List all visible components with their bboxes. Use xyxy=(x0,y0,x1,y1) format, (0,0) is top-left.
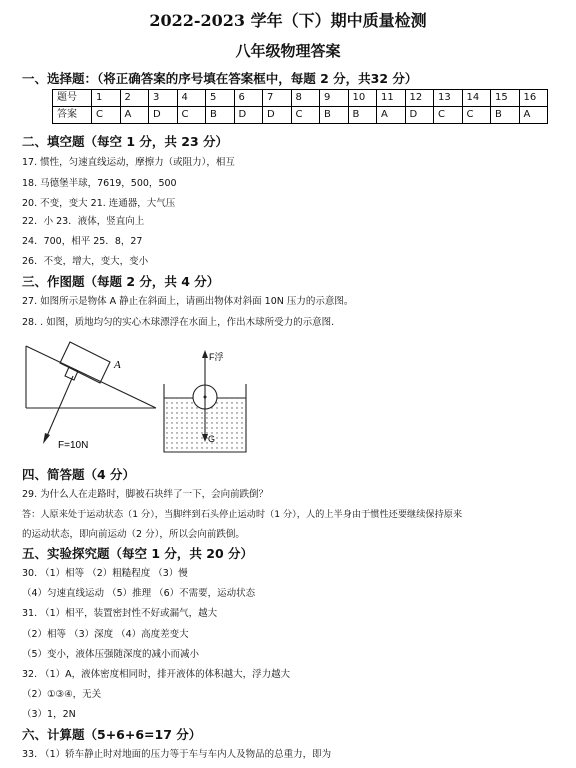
table-cell: C xyxy=(434,107,463,124)
table-cell: D xyxy=(263,107,292,124)
table-cell: 2 xyxy=(120,90,149,107)
table-cell: 16 xyxy=(519,90,548,107)
answer-line: 32. （1）A，液体密度相同时，排开液体的体积越大，浮力越大 xyxy=(22,669,291,680)
table-cell: D xyxy=(405,107,434,124)
answer-line: （2）①③④，无关 xyxy=(22,689,102,700)
section-heading-fill: 二、填空题（每空 1 分，共 23 分） xyxy=(22,134,229,149)
page-subtitle: 八年级物理答案 xyxy=(235,42,341,60)
table-cell: C xyxy=(291,107,320,124)
answer-line: 31. （1）相平，装置密封性不好或漏气，越大 xyxy=(22,608,218,619)
table-cell: C xyxy=(462,107,491,124)
table-cell: B xyxy=(491,107,520,124)
table-row-numbers xyxy=(53,90,548,107)
answer-line: 26．不变，增大，变大，变小 xyxy=(22,256,149,267)
answer-line: 答：人原来处于运动状态（1 分），当脚绊到石头停止运动时（1 分），人的上半身由于惯性还要继续保持原来 xyxy=(22,509,463,520)
question-text: 33. （1）轿车静止时对地面的压力等于车与车内人及物品的总重力，即为 xyxy=(22,749,332,760)
question-text: 28. . 如图，质地均匀的实心木球漂浮在水面上，作出木球所受力的示意图. xyxy=(22,317,335,328)
answer-line: 20. 不变，变大 21. 连通器，大气压 xyxy=(22,198,176,209)
table-cell: A xyxy=(120,107,149,124)
table-cell: C xyxy=(92,107,121,124)
section-heading-short-answer: 四、简答题（4 分） xyxy=(22,467,136,482)
table-cell: 6 xyxy=(234,90,263,107)
section-heading-drawing: 三、作图题（每题 2 分，共 4 分） xyxy=(22,274,220,289)
table-cell: 5 xyxy=(206,90,235,107)
table-cell: 14 xyxy=(462,90,491,107)
answer-line: 18. 马德堡半球，7619，500，500 xyxy=(22,178,177,189)
table-cell: 9 xyxy=(320,90,349,107)
section-heading-choice: 一、选择题：（将正确答案的序号填在答案框中，每题 2 分，共32 分） xyxy=(22,71,418,86)
table-cell: C xyxy=(177,107,206,124)
page-title: 2022-2023 学年（下）期中质量检测 xyxy=(149,11,427,30)
answer-table xyxy=(52,89,548,124)
table-cell: 12 xyxy=(405,90,434,107)
table-cell: 15 xyxy=(491,90,520,107)
table-header-cell: 答案 xyxy=(53,107,92,124)
table-cell: B xyxy=(348,107,377,124)
label-force: F=10N xyxy=(58,440,89,451)
answer-line: （2）相等 （3）深度 （4）高度差变大 xyxy=(22,629,189,640)
answer-line: 的运动状态，即向前运动（2 分），所以会向前跌倒。 xyxy=(22,529,245,540)
answer-line: 17. 惯性，匀速直线运动，摩擦力（或阻力），相互 xyxy=(22,157,235,168)
table-cell: 4 xyxy=(177,90,206,107)
table-cell: 10 xyxy=(348,90,377,107)
incline-diagram xyxy=(24,338,164,456)
label-buoyancy: F浮 xyxy=(209,352,224,362)
answer-line: （5）变小，液体压强随深度的减小而减小 xyxy=(22,649,200,660)
table-cell: 8 xyxy=(291,90,320,107)
table-cell: B xyxy=(320,107,349,124)
table-cell: A xyxy=(377,107,406,124)
table-cell: 13 xyxy=(434,90,463,107)
question-text: 29. 为什么人在走路时，脚被石块绊了一下，会向前跌倒？ xyxy=(22,489,269,500)
table-cell: D xyxy=(149,107,178,124)
label-gravity: G xyxy=(208,434,216,444)
answer-line: 24．700，相平 25．8，27 xyxy=(22,236,143,247)
table-cell: 11 xyxy=(377,90,406,107)
answer-line: 30. （1）相等 （2）粗糙程度 （3）慢 xyxy=(22,568,188,579)
question-text: 27. 如图所示是物体 A 静止在斜面上，请画出物体对斜面 10N 压力的示意图。 xyxy=(22,296,354,307)
answer-line: 22．小 23．液体，竖直向上 xyxy=(22,216,145,227)
table-cell: 1 xyxy=(92,90,121,107)
table-cell: B xyxy=(206,107,235,124)
table-cell: A xyxy=(519,107,548,124)
floating-ball-diagram xyxy=(160,346,252,456)
table-cell: 7 xyxy=(263,90,292,107)
table-row-answers xyxy=(53,107,548,124)
table-cell: 3 xyxy=(149,90,178,107)
label-a: A xyxy=(114,359,121,371)
section-heading-experiment: 五、实验探究题（每空 1 分，共 20 分） xyxy=(22,546,254,561)
answer-line: （4）匀速直线运动 （5）推理 （6）不需要，运动状态 xyxy=(22,588,256,599)
section-heading-calculation: 六、计算题（5+6+6=17 分） xyxy=(22,727,202,742)
table-header-cell: 题号 xyxy=(53,90,92,107)
table-cell: D xyxy=(234,107,263,124)
answer-line: （3）1，2N xyxy=(22,709,76,720)
